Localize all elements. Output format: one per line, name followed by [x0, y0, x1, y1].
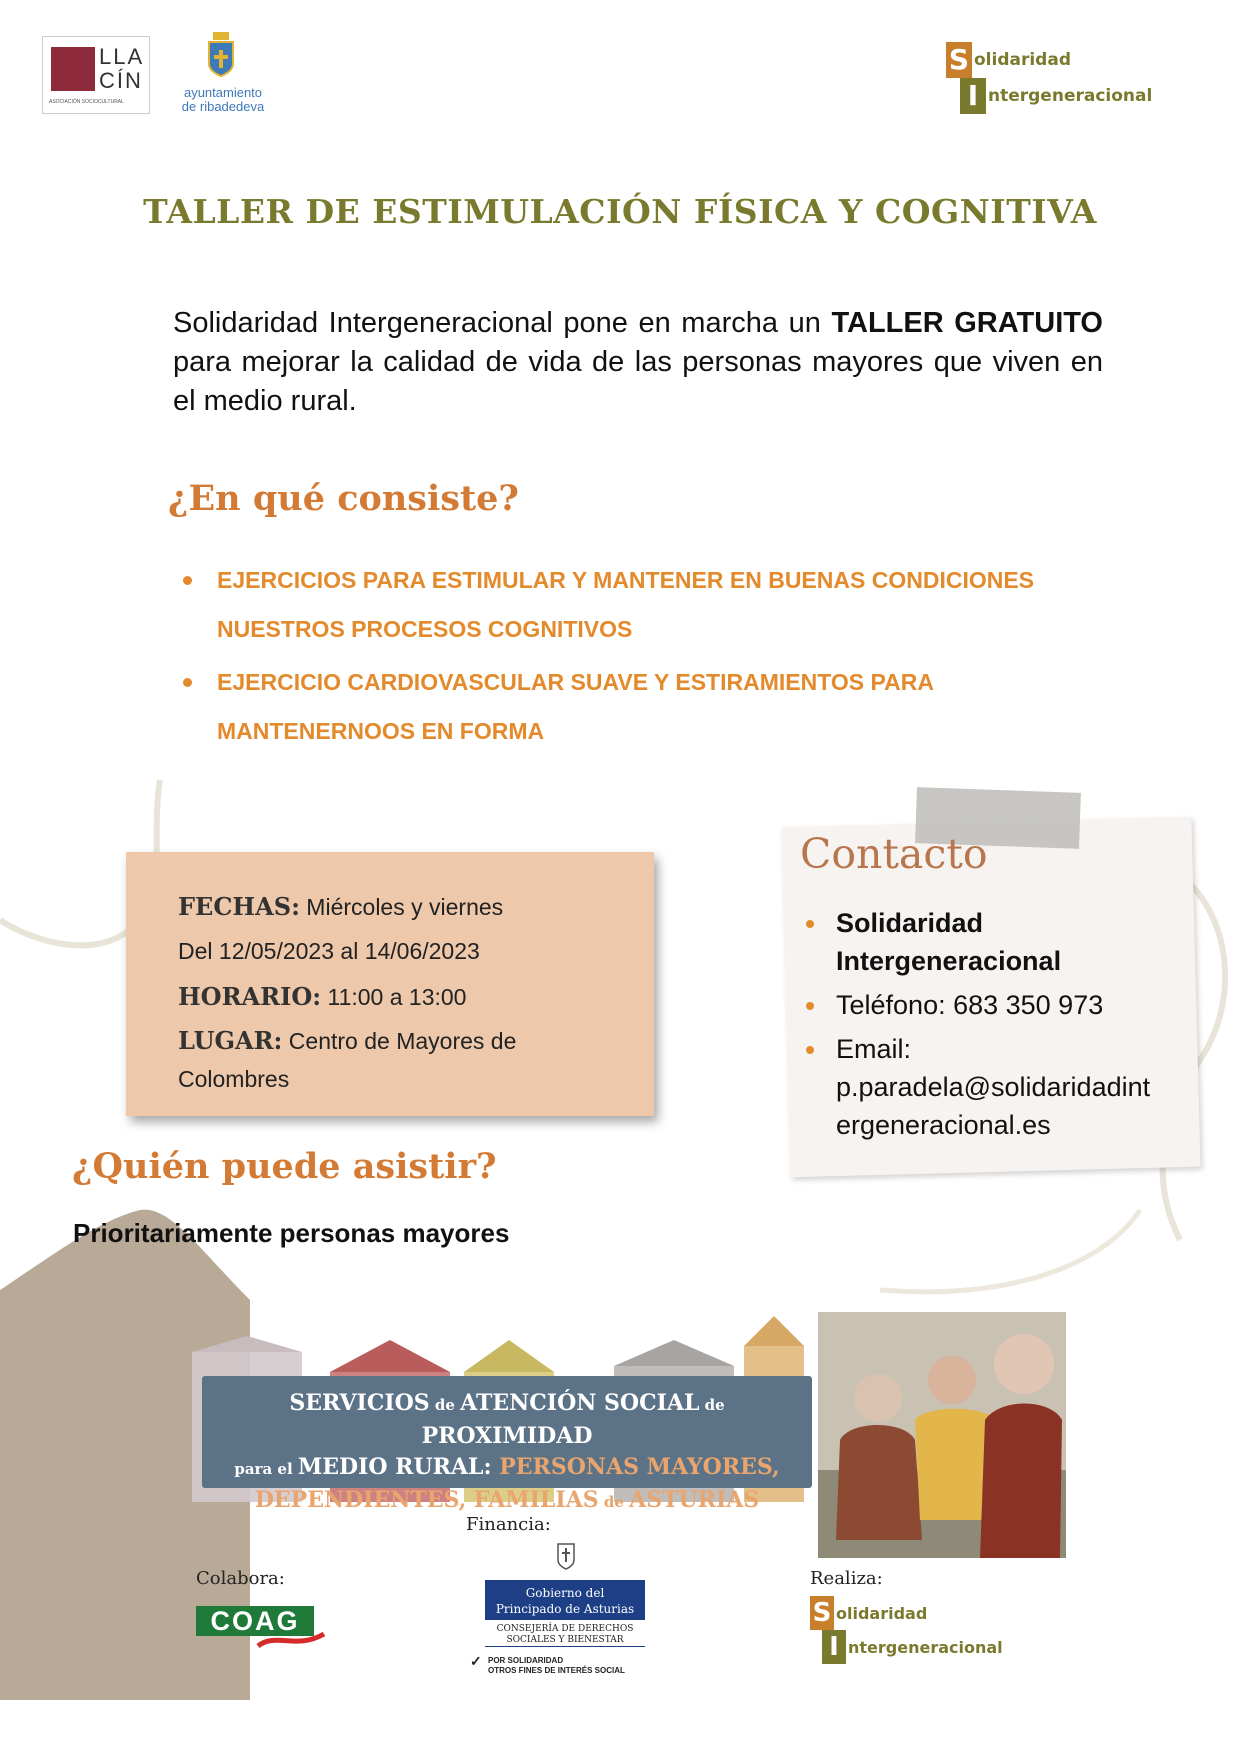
coag-swoosh-icon [256, 1628, 326, 1652]
intro-part1: Solidaridad Intergeneracional pone en marcha un [173, 307, 832, 339]
si-letter-i: I [960, 78, 986, 114]
gobierno-logo [485, 1580, 645, 1620]
horario-line [178, 982, 466, 1011]
contact-phone[interactable]: Teléfono: 683 350 973 [804, 986, 1164, 1024]
x-line1: POR SOLIDARIDAD [488, 1656, 564, 1665]
lugar-label: LUGAR: [178, 1026, 283, 1055]
si-word1: olidaridad [836, 1604, 928, 1623]
lugar-value: Centro de Mayores de [282, 1028, 517, 1054]
gob-line2: Principado de Asturias [495, 1602, 635, 1616]
contact-org: Solidaridad Intergeneracional [804, 904, 1164, 980]
intro-part2: para mejorar la calidad de vida de las personas mayores que viven en el medio rural. [173, 346, 1103, 417]
realiza-label: Realiza: [810, 1568, 883, 1589]
llacin-small: ASOCIACIÓN SOCIOCULTURAL [49, 99, 124, 105]
coag-logo [196, 1606, 314, 1636]
fechas-line [178, 892, 503, 921]
financia-label: Financia: [466, 1514, 551, 1535]
list-item: EJERCICIO CARDIOVASCULAR SUAVE Y ESTIRAMIENTOS PARA MANTENERNOOS EN FORMA [183, 658, 1043, 756]
x-solidaria [470, 1653, 625, 1676]
who-heading: ¿Quién puede asistir? [72, 1146, 497, 1187]
x-line2: OTROS FINES DE INTERÉS SOCIAL [488, 1666, 625, 1675]
si-word1: olidaridad [974, 50, 1071, 70]
consiste-list [183, 556, 1043, 760]
ayto-line2: de ribadedeva [181, 99, 265, 114]
gear-icon [51, 47, 95, 91]
intro-paragraph [173, 304, 1103, 421]
check-icon: ✓ [470, 1653, 482, 1669]
ayto-line1: ayuntamiento [183, 85, 263, 100]
lugar-line [178, 1026, 516, 1055]
llacin-line2: CÍN [99, 68, 143, 93]
fechas-label: FECHAS: [178, 892, 300, 921]
solidaridad-logo-top [946, 42, 1156, 114]
lugar-value2: Colombres [178, 1066, 290, 1092]
coag-text: COAG [196, 1606, 314, 1636]
colabora-label: Colabora: [196, 1568, 285, 1589]
banner-line3: DEPENDIENTES, FAMILIAS de ASTURIAS [254, 1487, 760, 1513]
horario-label: HORARIO: [178, 982, 322, 1011]
who-text: Prioritariamente personas mayores [73, 1218, 510, 1248]
contact-heading: Contacto [800, 830, 988, 878]
banner-line1: SERVICIOS de ATENCIÓN SOCIAL de PROXIMIDAD [289, 1390, 725, 1449]
llacin-line1: LLA [99, 44, 145, 69]
contact-list [804, 904, 1164, 1150]
ayuntamiento-logo [168, 30, 278, 120]
date-range: Del 12/05/2023 al 14/06/2023 [178, 938, 480, 964]
contact-email-item [804, 1030, 1164, 1144]
si-letter-s: S [810, 1596, 834, 1630]
consiste-heading: ¿En qué consiste? [168, 478, 519, 519]
si-letter-i: I [822, 1630, 846, 1664]
si-word2: ntergeneracional [848, 1638, 1003, 1657]
asturias-crest-icon [556, 1538, 576, 1570]
solidaridad-logo-bottom [810, 1596, 1020, 1668]
gob-line1: Gobierno del [525, 1586, 605, 1600]
services-banner [202, 1376, 812, 1513]
horario-value: 11:00 a 13:00 [321, 984, 467, 1010]
consejeria [485, 1624, 645, 1647]
consejeria-line1: CONSEJERÍA DE DERECHOS [496, 1624, 634, 1634]
fechas-value: Miércoles y viernes [299, 894, 504, 920]
email-label: Email: [836, 1034, 912, 1064]
email-link[interactable]: p.paradela@solidaridadintergeneracional.es [836, 1072, 1151, 1140]
intro-bold: TALLER GRATUITO [831, 307, 1103, 339]
consejeria-line2: SOCIALES Y BIENESTAR [506, 1635, 624, 1645]
llacin-logo [42, 36, 150, 114]
si-word2: ntergeneracional [988, 86, 1153, 106]
dates-box [126, 852, 654, 1116]
si-letter-s: S [946, 42, 972, 78]
crest-icon [206, 30, 236, 78]
banner-line2: para el MEDIO RURAL: PERSONAS MAYORES, [234, 1454, 780, 1480]
page-title: TALLER DE ESTIMULACIÓN FÍSICA Y COGNITIVA [143, 192, 1097, 231]
list-item: EJERCICIOS PARA ESTIMULAR Y MANTENER EN BUENAS CONDICIONES NUESTROS PROCESOS COGNITIVOS [183, 556, 1043, 654]
